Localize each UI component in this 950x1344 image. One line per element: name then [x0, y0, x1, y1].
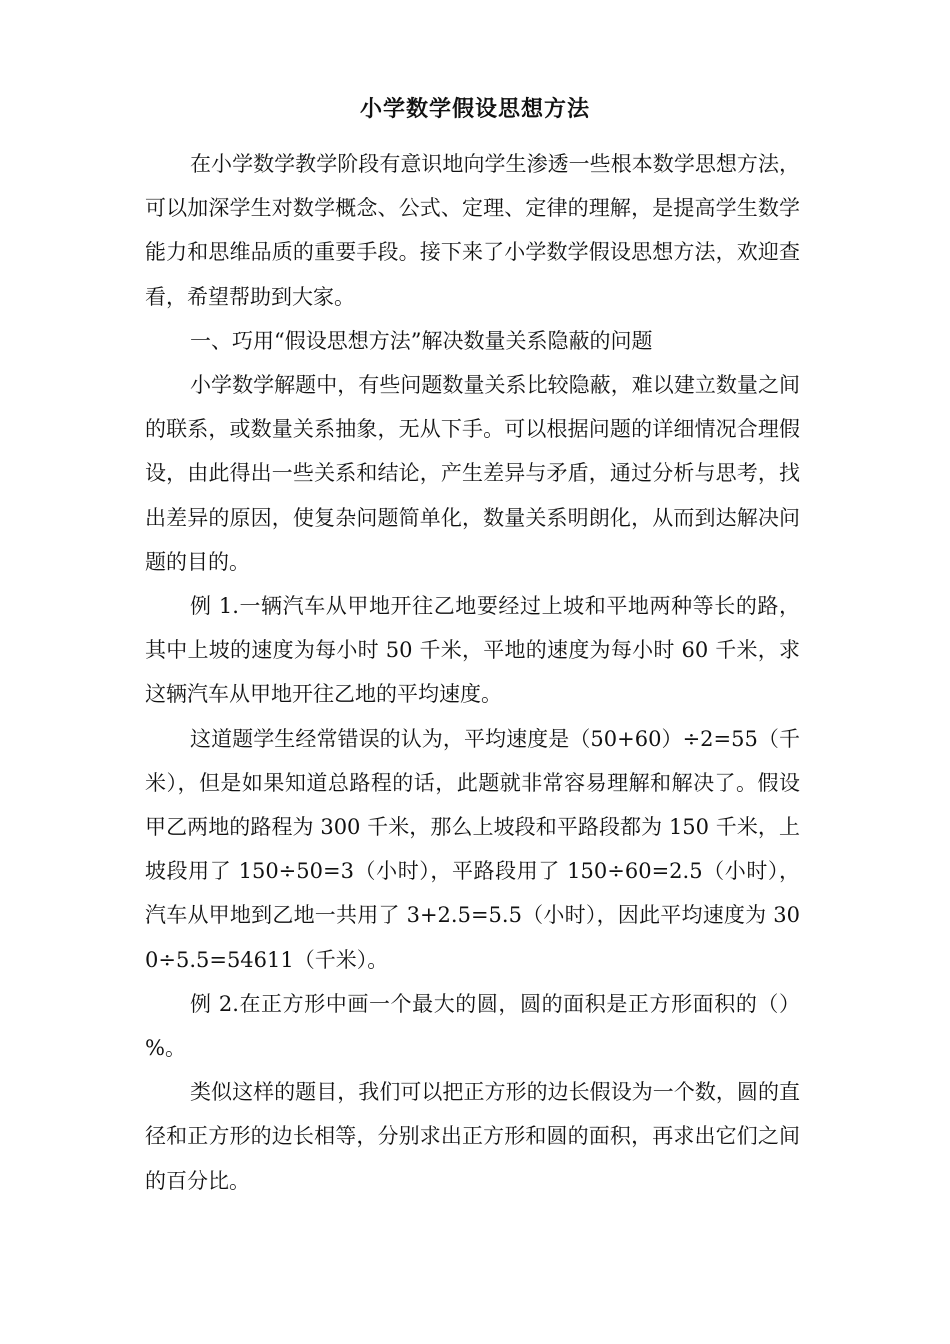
paragraph-example-2-solution: 类似这样的题目，我们可以把正方形的边长假设为一个数，圆的直径和正方形的边长相等，分别求出正方形和圆的面积，再求出它们之间的百分比。	[145, 1080, 800, 1193]
paragraph-explanation: 小学数学解题中，有些问题数量关系比较隐蔽，难以建立数量之间的联系，或数量关系抽象，无从下手。可以根据问题的详细情况合理假设，由此得出一些关系和结论，产生差异与矛盾，通过分析与思考，找出差异的原因，使复杂问题简单化，数量关系明朗化，从而到达解决问题的目的。	[145, 373, 800, 574]
section-heading-1: 一、巧用“假设思想方法”解决数量关系隐蔽的问题	[190, 328, 653, 353]
paragraph-example-1: 例 1.一辆汽车从甲地开往乙地要经过上坡和平地两种等长的路，其中上坡的速度为每小时 50 千米，平地的速度为每小时 60 千米，求这辆汽车从甲地开往乙地的平均速度。	[145, 594, 800, 707]
document-body	[145, 142, 800, 1203]
paragraph-intro: 在小学数学教学阶段有意识地向学生渗透一些根本数学思想方法，可以加深学生对数学概念、公式、定理、定律的理解，是提高学生数学能力和思维品质的重要手段。接下来了小学数学假设思想方法，欢迎查看，希望帮助到大家。	[145, 152, 800, 309]
paragraph-example-2: 例 2.在正方形中画一个最大的圆，圆的面积是正方形面积的（）%。	[145, 991, 800, 1061]
paragraph-example-1-solution: 这道题学生经常错误的认为，平均速度是（50+60）÷2=55（千米），但是如果知道总路程的话，此题就非常容易理解和解决了。假设甲乙两地的路程为 300 千米，那么上坡段和平路段都为 150 千米，上坡段用了 150÷50=3（小时），平路段用了 150÷60=2.5（小时），汽车从甲地到乙地一共用了 3+2.5=5.5（小时），因此平均速度为 300÷5.5=54611（千米）。	[145, 726, 800, 972]
document-title: 小学数学假设思想方法	[359, 97, 590, 122]
